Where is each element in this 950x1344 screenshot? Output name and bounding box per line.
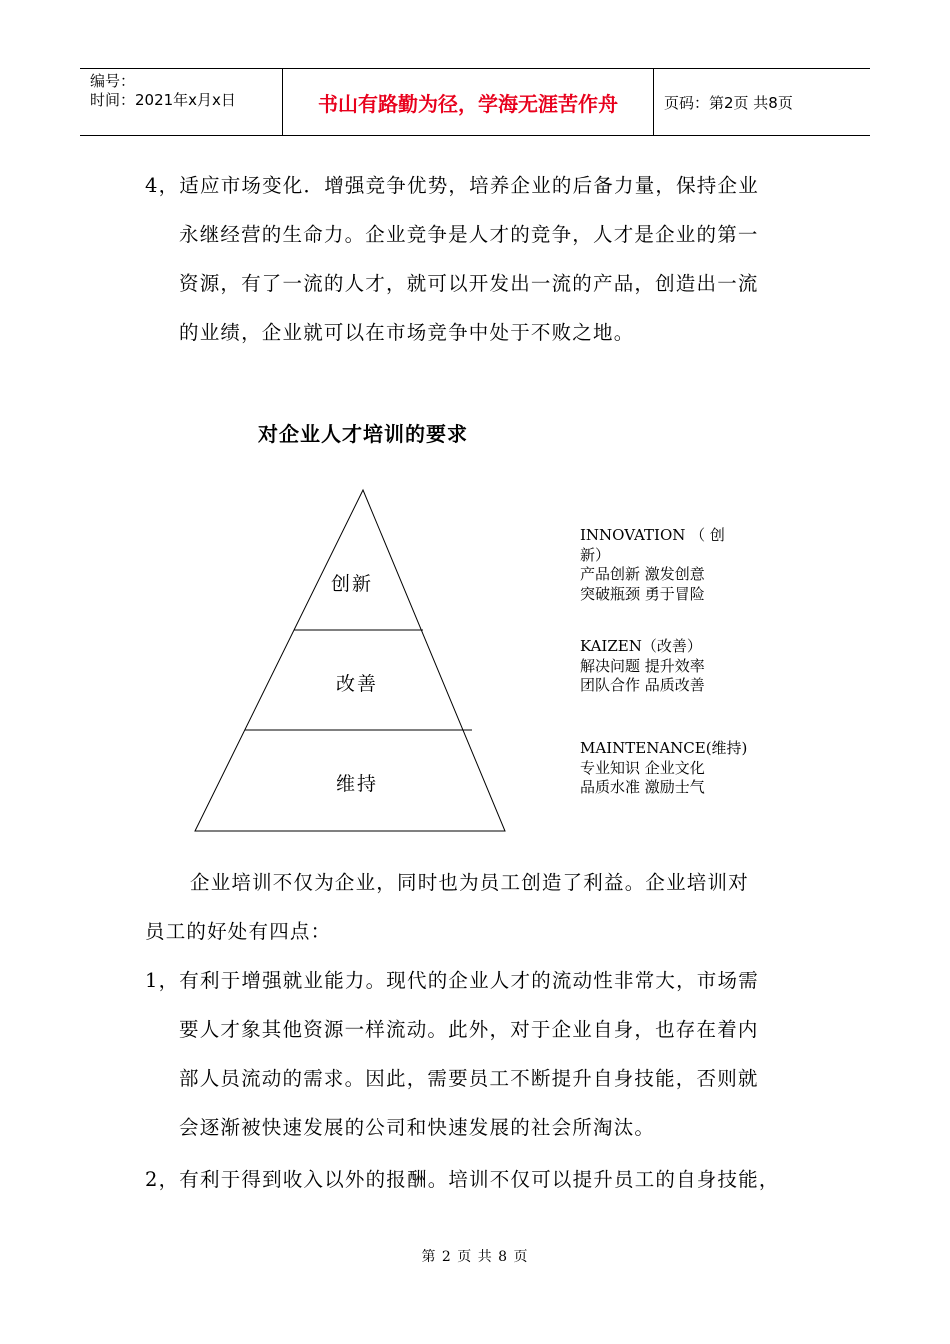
pyramid-level-innovation: 创新 <box>331 573 374 595</box>
header-page-info: 页码：第2页 共8页 <box>664 93 793 112</box>
kaizen-line: 解决问题 提升效率 <box>580 656 705 675</box>
kaizen-line: 团队合作 品质改善 <box>580 676 705 694</box>
document-number-label: 编号： <box>90 72 136 90</box>
header-motto: 书山有路勤为径，学海无涯苦作舟 <box>282 69 654 135</box>
diagram-title: 对企业人才培训的要求 <box>258 422 468 446</box>
page-footer: 第 2 页 共 8 页 <box>421 1249 529 1265</box>
intro-line: 员工的好处有四点： <box>145 920 332 943</box>
innovation-heading: INNOVATION （ 创 <box>580 526 725 544</box>
intro-paragraph <box>145 858 815 956</box>
kaizen-heading: KAIZEN（改善） <box>580 637 702 655</box>
innovation-line: 突破瓶颈 勇于冒险 <box>580 584 705 603</box>
point-4-line: 资源，有了一流的人才，就可以开发出一流的产品，创造出一流 <box>179 272 759 295</box>
point-1-line: 会逐渐被快速发展的公司和快速发展的社会所淘汰。 <box>179 1116 656 1139</box>
page-header <box>80 68 870 136</box>
innovation-heading-cont: 新） <box>580 545 611 564</box>
point-2-line: 2，有利于得到收入以外的报酬。培训不仅可以提升员工的自身技能， <box>145 1168 780 1191</box>
maintenance-description <box>580 739 750 798</box>
point-2-paragraph <box>145 1155 815 1204</box>
innovation-description <box>580 526 750 604</box>
point-1-paragraph <box>145 956 815 1152</box>
point-4-line: 4，适应市场变化．增强竞争优势，培养企业的后备力量，保持企业 <box>145 174 759 197</box>
point-4-line: 的业绩，企业就可以在市场竞争中处于不败之地。 <box>179 321 635 344</box>
maintenance-line: 专业知识 企业文化 <box>580 758 705 777</box>
pyramid-level-kaizen: 改善 <box>336 673 379 695</box>
document-date: 时间：2021年x月x日 <box>90 91 236 109</box>
intro-line: 企业培训不仅为企业，同时也为员工创造了利益。企业培训对 <box>190 871 749 894</box>
kaizen-description <box>580 637 750 696</box>
innovation-line: 产品创新 激发创意 <box>580 565 705 583</box>
point-4-line: 永继经营的生命力。企业竞争是人才的竞争，人才是企业的第一 <box>179 223 759 246</box>
point-1-line: 部人员流动的需求。因此，需要员工不断提升自身技能，否则就 <box>179 1067 759 1090</box>
point-1-line: 1，有利于增强就业能力。现代的企业人才的流动性非常大，市场需 <box>145 969 759 992</box>
pyramid-level-maintenance: 维持 <box>336 773 379 795</box>
maintenance-heading: MAINTENANCE(维持) <box>580 739 748 757</box>
point-1-line: 要人才象其他资源一样流动。此外，对于企业自身，也存在着内 <box>179 1018 759 1041</box>
maintenance-line: 品质水准 激励士气 <box>580 778 705 796</box>
header-meta <box>80 69 282 135</box>
point-4-paragraph <box>145 161 815 357</box>
